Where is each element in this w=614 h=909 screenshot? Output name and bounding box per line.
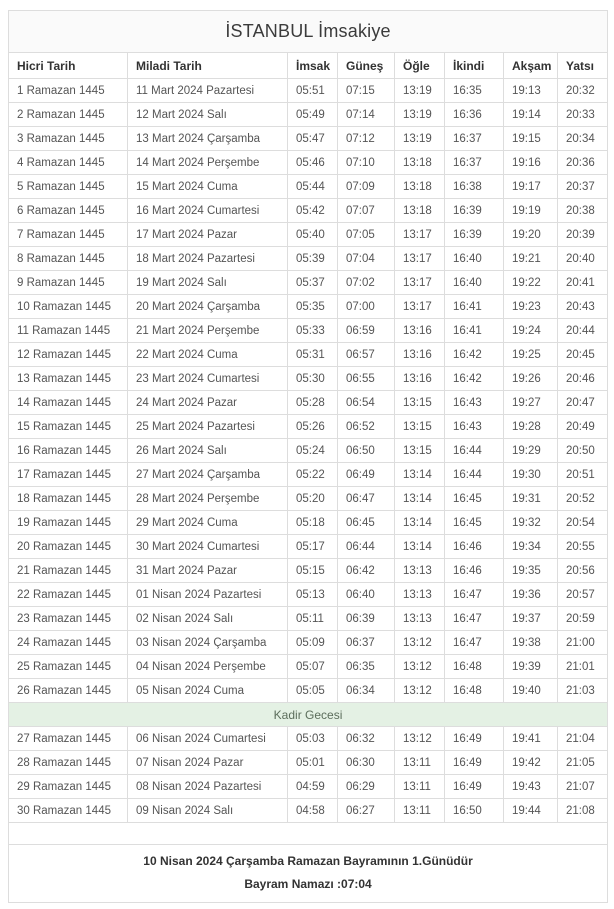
- table-cell: 19:17: [504, 175, 558, 199]
- table-row: [9, 391, 608, 415]
- table-cell: 07:12: [338, 127, 395, 151]
- table-cell: 21:00: [558, 631, 608, 655]
- table-cell: 10 Ramazan 1445: [9, 295, 128, 319]
- table-cell: 07:10: [338, 151, 395, 175]
- table-cell: 07 Nisan 2024 Pazar: [128, 751, 288, 775]
- table-row: [9, 487, 608, 511]
- table-cell: 26 Ramazan 1445: [9, 679, 128, 703]
- table-cell: 13:16: [395, 319, 445, 343]
- footer-row: [9, 845, 608, 903]
- table-cell: 19:14: [504, 103, 558, 127]
- table-cell: 12 Ramazan 1445: [9, 343, 128, 367]
- table-cell: 06:42: [338, 559, 395, 583]
- table-cell: 13:12: [395, 655, 445, 679]
- table-cell: 06:49: [338, 463, 395, 487]
- table-cell: 19:32: [504, 511, 558, 535]
- table-cell: 17 Mart 2024 Pazar: [128, 223, 288, 247]
- table-cell: 13:18: [395, 199, 445, 223]
- table-cell: 13:11: [395, 775, 445, 799]
- table-cell: 03 Nisan 2024 Çarşamba: [128, 631, 288, 655]
- table-cell: 20:54: [558, 511, 608, 535]
- table-cell: 07:05: [338, 223, 395, 247]
- table-cell: 13:17: [395, 223, 445, 247]
- column-header: Hicri Tarih: [9, 53, 128, 79]
- table-cell: 9 Ramazan 1445: [9, 271, 128, 295]
- table-cell: 16:49: [445, 775, 504, 799]
- table-cell: 19:16: [504, 151, 558, 175]
- table-cell: 19:31: [504, 487, 558, 511]
- table-cell: 18 Ramazan 1445: [9, 487, 128, 511]
- table-cell: 05:47: [288, 127, 338, 151]
- table-cell: 06:54: [338, 391, 395, 415]
- spacer-row: [9, 823, 608, 845]
- table-cell: 19:34: [504, 535, 558, 559]
- table-cell: 05:03: [288, 727, 338, 751]
- table-cell: 19:19: [504, 199, 558, 223]
- table-cell: 20:45: [558, 343, 608, 367]
- table-cell: 05:13: [288, 583, 338, 607]
- column-header: İmsak: [288, 53, 338, 79]
- table-cell: 20:40: [558, 247, 608, 271]
- table-cell: 20:47: [558, 391, 608, 415]
- table-row: [9, 175, 608, 199]
- kadir-gecesi-row: [9, 703, 608, 727]
- table-cell: 31 Mart 2024 Pazar: [128, 559, 288, 583]
- table-cell: 05:44: [288, 175, 338, 199]
- table-cell: 21:01: [558, 655, 608, 679]
- table-cell: 19:25: [504, 343, 558, 367]
- table-cell: 06:59: [338, 319, 395, 343]
- table-cell: 19:36: [504, 583, 558, 607]
- table-cell: 05:07: [288, 655, 338, 679]
- table-cell: 19:37: [504, 607, 558, 631]
- table-cell: 06:39: [338, 607, 395, 631]
- table-cell: 19 Mart 2024 Salı: [128, 271, 288, 295]
- table-cell: 27 Mart 2024 Çarşamba: [128, 463, 288, 487]
- table-cell: 11 Ramazan 1445: [9, 319, 128, 343]
- table-cell: 06:40: [338, 583, 395, 607]
- table-cell: 05:46: [288, 151, 338, 175]
- table-cell: 14 Ramazan 1445: [9, 391, 128, 415]
- table-cell: 06:47: [338, 487, 395, 511]
- table-cell: 13:14: [395, 535, 445, 559]
- table-cell: 13:13: [395, 559, 445, 583]
- table-cell: 13 Mart 2024 Çarşamba: [128, 127, 288, 151]
- table-row: [9, 463, 608, 487]
- table-cell: 13:16: [395, 343, 445, 367]
- table-row: [9, 343, 608, 367]
- table-row: [9, 559, 608, 583]
- table-cell: 13:17: [395, 247, 445, 271]
- table-cell: 13:15: [395, 391, 445, 415]
- table-cell: 25 Mart 2024 Pazartesi: [128, 415, 288, 439]
- table-cell: 16:48: [445, 679, 504, 703]
- table-cell: 05:17: [288, 535, 338, 559]
- table-cell: 19:22: [504, 271, 558, 295]
- table-cell: 09 Nisan 2024 Salı: [128, 799, 288, 823]
- table-cell: 05:37: [288, 271, 338, 295]
- table-cell: 20:39: [558, 223, 608, 247]
- table-cell: 05 Nisan 2024 Cuma: [128, 679, 288, 703]
- table-cell: 06:45: [338, 511, 395, 535]
- table-cell: 24 Mart 2024 Pazar: [128, 391, 288, 415]
- column-header: Güneş: [338, 53, 395, 79]
- table-cell: 13:17: [395, 271, 445, 295]
- table-cell: 04:58: [288, 799, 338, 823]
- table-row: [9, 775, 608, 799]
- table-cell: 16:47: [445, 631, 504, 655]
- table-cell: 07:09: [338, 175, 395, 199]
- table-cell: 07:04: [338, 247, 395, 271]
- table-cell: 04:59: [288, 775, 338, 799]
- table-cell: 22 Ramazan 1445: [9, 583, 128, 607]
- table-row: [9, 79, 608, 103]
- table-row: [9, 271, 608, 295]
- table-cell: 16:47: [445, 583, 504, 607]
- table-cell: 20:32: [558, 79, 608, 103]
- table-cell: 05:22: [288, 463, 338, 487]
- table-cell: 16:38: [445, 175, 504, 199]
- table-cell: 13:19: [395, 79, 445, 103]
- table-cell: 16:42: [445, 367, 504, 391]
- table-cell: 21:03: [558, 679, 608, 703]
- table-cell: 19:20: [504, 223, 558, 247]
- table-cell: 5 Ramazan 1445: [9, 175, 128, 199]
- table-cell: 21:04: [558, 727, 608, 751]
- table-cell: 07:07: [338, 199, 395, 223]
- page-title: İSTANBUL İmsakiye: [9, 11, 608, 53]
- table-cell: 13 Ramazan 1445: [9, 367, 128, 391]
- table-cell: 06:32: [338, 727, 395, 751]
- table-cell: 19:26: [504, 367, 558, 391]
- table-row: [9, 295, 608, 319]
- table-cell: 16:49: [445, 751, 504, 775]
- table-cell: 19:24: [504, 319, 558, 343]
- table-cell: 08 Nisan 2024 Pazartesi: [128, 775, 288, 799]
- table-cell: 05:15: [288, 559, 338, 583]
- table-cell: 16:35: [445, 79, 504, 103]
- table-cell: 05:24: [288, 439, 338, 463]
- table-cell: 07:14: [338, 103, 395, 127]
- table-cell: 16:44: [445, 463, 504, 487]
- table-cell: 20:41: [558, 271, 608, 295]
- table-cell: 30 Mart 2024 Cumartesi: [128, 535, 288, 559]
- table-cell: 19:44: [504, 799, 558, 823]
- table-row: [9, 799, 608, 823]
- table-cell: 16:40: [445, 271, 504, 295]
- table-cell: 20:46: [558, 367, 608, 391]
- table-cell: 20 Mart 2024 Çarşamba: [128, 295, 288, 319]
- table-cell: 20:34: [558, 127, 608, 151]
- title-row: [9, 11, 608, 53]
- table-row: [9, 727, 608, 751]
- table-cell: 27 Ramazan 1445: [9, 727, 128, 751]
- table-cell: 19:42: [504, 751, 558, 775]
- table-cell: 13:13: [395, 607, 445, 631]
- table-cell: 13:12: [395, 631, 445, 655]
- table-cell: 05:49: [288, 103, 338, 127]
- table-row: [9, 631, 608, 655]
- table-row: [9, 607, 608, 631]
- table-cell: 20:56: [558, 559, 608, 583]
- table-cell: 06:29: [338, 775, 395, 799]
- table-cell: 29 Ramazan 1445: [9, 775, 128, 799]
- table-cell: 13:15: [395, 415, 445, 439]
- table-cell: 19:28: [504, 415, 558, 439]
- table-cell: 11 Mart 2024 Pazartesi: [128, 79, 288, 103]
- table-cell: 21 Mart 2024 Perşembe: [128, 319, 288, 343]
- table-cell: 13:16: [395, 367, 445, 391]
- table-cell: 05:42: [288, 199, 338, 223]
- table-cell: 20:43: [558, 295, 608, 319]
- table-cell: 20:52: [558, 487, 608, 511]
- table-cell: 16:47: [445, 607, 504, 631]
- table-cell: 05:39: [288, 247, 338, 271]
- table-cell: 05:18: [288, 511, 338, 535]
- table-cell: 05:31: [288, 343, 338, 367]
- table-row: [9, 439, 608, 463]
- table-cell: 18 Mart 2024 Pazartesi: [128, 247, 288, 271]
- table-cell: 13:11: [395, 799, 445, 823]
- table-cell: 16:41: [445, 319, 504, 343]
- table-cell: 20:55: [558, 535, 608, 559]
- table-cell: 06:34: [338, 679, 395, 703]
- table-cell: 12 Mart 2024 Salı: [128, 103, 288, 127]
- table-cell: 19:27: [504, 391, 558, 415]
- table-cell: 17 Ramazan 1445: [9, 463, 128, 487]
- table-cell: 06:52: [338, 415, 395, 439]
- table-cell: 05:05: [288, 679, 338, 703]
- table-cell: 15 Mart 2024 Cuma: [128, 175, 288, 199]
- table-cell: 19:35: [504, 559, 558, 583]
- table-cell: 07:15: [338, 79, 395, 103]
- table-cell: 16:39: [445, 223, 504, 247]
- table-cell: 13:15: [395, 439, 445, 463]
- table-cell: 21:07: [558, 775, 608, 799]
- table-cell: 20:49: [558, 415, 608, 439]
- table-cell: 13:12: [395, 679, 445, 703]
- table-cell: 16:45: [445, 511, 504, 535]
- table-cell: 16:42: [445, 343, 504, 367]
- table-cell: 05:30: [288, 367, 338, 391]
- table-cell: 13:19: [395, 103, 445, 127]
- table-cell: 04 Nisan 2024 Perşembe: [128, 655, 288, 679]
- table-cell: 25 Ramazan 1445: [9, 655, 128, 679]
- column-header: Yatsı: [558, 53, 608, 79]
- table-cell: 13:19: [395, 127, 445, 151]
- table-cell: 14 Mart 2024 Perşembe: [128, 151, 288, 175]
- table-cell: 06:55: [338, 367, 395, 391]
- table-cell: 21:08: [558, 799, 608, 823]
- table-cell: 16:41: [445, 295, 504, 319]
- column-header: Miladi Tarih: [128, 53, 288, 79]
- column-header-row: [9, 53, 608, 79]
- table-cell: 20:36: [558, 151, 608, 175]
- table-cell: 16:45: [445, 487, 504, 511]
- table-row: [9, 511, 608, 535]
- table-cell: 16:48: [445, 655, 504, 679]
- table-cell: 13:14: [395, 511, 445, 535]
- table-cell: 7 Ramazan 1445: [9, 223, 128, 247]
- table-cell: 22 Mart 2024 Cuma: [128, 343, 288, 367]
- table-cell: 3 Ramazan 1445: [9, 127, 128, 151]
- table-cell: 6 Ramazan 1445: [9, 199, 128, 223]
- table-cell: 20:51: [558, 463, 608, 487]
- table-cell: 16:39: [445, 199, 504, 223]
- table-cell: 13:18: [395, 175, 445, 199]
- table-body: [9, 79, 608, 823]
- table-cell: 06:27: [338, 799, 395, 823]
- table-cell: 20:50: [558, 439, 608, 463]
- table-cell: 19:21: [504, 247, 558, 271]
- table-cell: 05:40: [288, 223, 338, 247]
- table-row: [9, 127, 608, 151]
- table-cell: 23 Mart 2024 Cumartesi: [128, 367, 288, 391]
- bayram-announcement: 10 Nisan 2024 Çarşamba Ramazan Bayramının 1.Günüdür: [143, 854, 473, 868]
- table-cell: 24 Ramazan 1445: [9, 631, 128, 655]
- column-header: İkindi: [445, 53, 504, 79]
- table-cell: 4 Ramazan 1445: [9, 151, 128, 175]
- table-cell: 05:28: [288, 391, 338, 415]
- table-cell: 16:46: [445, 559, 504, 583]
- table-cell: 19:15: [504, 127, 558, 151]
- table-row: [9, 367, 608, 391]
- table-cell: 16:40: [445, 247, 504, 271]
- table-cell: 13:14: [395, 463, 445, 487]
- table-cell: 06:57: [338, 343, 395, 367]
- table-cell: 13:14: [395, 487, 445, 511]
- table-cell: 19:30: [504, 463, 558, 487]
- table-cell: 1 Ramazan 1445: [9, 79, 128, 103]
- table-cell: 16:50: [445, 799, 504, 823]
- table-cell: 13:17: [395, 295, 445, 319]
- imsakiye-table: [8, 10, 608, 903]
- table-row: [9, 223, 608, 247]
- table-cell: 16:44: [445, 439, 504, 463]
- table-cell: 20:37: [558, 175, 608, 199]
- table-cell: 30 Ramazan 1445: [9, 799, 128, 823]
- table-cell: 15 Ramazan 1445: [9, 415, 128, 439]
- table-cell: 13:12: [395, 727, 445, 751]
- table-cell: 19:38: [504, 631, 558, 655]
- table-cell: 16:46: [445, 535, 504, 559]
- table-row: [9, 103, 608, 127]
- table-cell: 19:41: [504, 727, 558, 751]
- table-cell: 28 Mart 2024 Perşembe: [128, 487, 288, 511]
- table-cell: 07:00: [338, 295, 395, 319]
- table-row: [9, 319, 608, 343]
- table-cell: 19 Ramazan 1445: [9, 511, 128, 535]
- table-row: [9, 535, 608, 559]
- table-cell: 02 Nisan 2024 Salı: [128, 607, 288, 631]
- column-header: Akşam: [504, 53, 558, 79]
- table-cell: 16:36: [445, 103, 504, 127]
- table-row: [9, 655, 608, 679]
- table-cell: 16:43: [445, 415, 504, 439]
- table-cell: 19:23: [504, 295, 558, 319]
- table-cell: 05:20: [288, 487, 338, 511]
- column-header: Öğle: [395, 53, 445, 79]
- table-cell: 16:43: [445, 391, 504, 415]
- table-row: [9, 583, 608, 607]
- table-cell: 20:59: [558, 607, 608, 631]
- table-cell: 21:05: [558, 751, 608, 775]
- table-cell: 16 Ramazan 1445: [9, 439, 128, 463]
- table-cell: 16:49: [445, 727, 504, 751]
- table-cell: 20 Ramazan 1445: [9, 535, 128, 559]
- table-cell: 19:43: [504, 775, 558, 799]
- table-cell: 05:35: [288, 295, 338, 319]
- table-row: [9, 751, 608, 775]
- table-cell: 19:29: [504, 439, 558, 463]
- table-cell: 16:37: [445, 127, 504, 151]
- table-cell: 19:40: [504, 679, 558, 703]
- table-row: [9, 151, 608, 175]
- table-cell: 06:37: [338, 631, 395, 655]
- table-cell: 01 Nisan 2024 Pazartesi: [128, 583, 288, 607]
- table-cell: 19:39: [504, 655, 558, 679]
- table-cell: 26 Mart 2024 Salı: [128, 439, 288, 463]
- table-cell: 2 Ramazan 1445: [9, 103, 128, 127]
- table-row: [9, 199, 608, 223]
- table-cell: 06 Nisan 2024 Cumartesi: [128, 727, 288, 751]
- table-cell: 06:30: [338, 751, 395, 775]
- table-cell: 06:35: [338, 655, 395, 679]
- table-cell: 05:11: [288, 607, 338, 631]
- table-row: [9, 679, 608, 703]
- table-row: [9, 247, 608, 271]
- table-cell: 20:33: [558, 103, 608, 127]
- table-cell: 05:33: [288, 319, 338, 343]
- table-cell: 16:37: [445, 151, 504, 175]
- table-cell: 20:44: [558, 319, 608, 343]
- table-cell: 13:11: [395, 751, 445, 775]
- table-cell: 23 Ramazan 1445: [9, 607, 128, 631]
- table-cell: 06:44: [338, 535, 395, 559]
- bayram-prayer-time: Bayram Namazı :07:04: [244, 877, 372, 891]
- table-cell: 28 Ramazan 1445: [9, 751, 128, 775]
- table-cell: 13:13: [395, 583, 445, 607]
- table-cell: 29 Mart 2024 Cuma: [128, 511, 288, 535]
- table-cell: 05:01: [288, 751, 338, 775]
- table-cell: 07:02: [338, 271, 395, 295]
- table-cell: 05:26: [288, 415, 338, 439]
- table-cell: 16 Mart 2024 Cumartesi: [128, 199, 288, 223]
- table-cell: 06:50: [338, 439, 395, 463]
- table-row: [9, 415, 608, 439]
- table-cell: 05:09: [288, 631, 338, 655]
- table-cell: 19:13: [504, 79, 558, 103]
- table-cell: 21 Ramazan 1445: [9, 559, 128, 583]
- kadir-gecesi-label: Kadir Gecesi: [9, 703, 608, 727]
- table-cell: 8 Ramazan 1445: [9, 247, 128, 271]
- table-cell: 13:18: [395, 151, 445, 175]
- table-cell: 20:57: [558, 583, 608, 607]
- table-cell: 05:51: [288, 79, 338, 103]
- table-cell: 20:38: [558, 199, 608, 223]
